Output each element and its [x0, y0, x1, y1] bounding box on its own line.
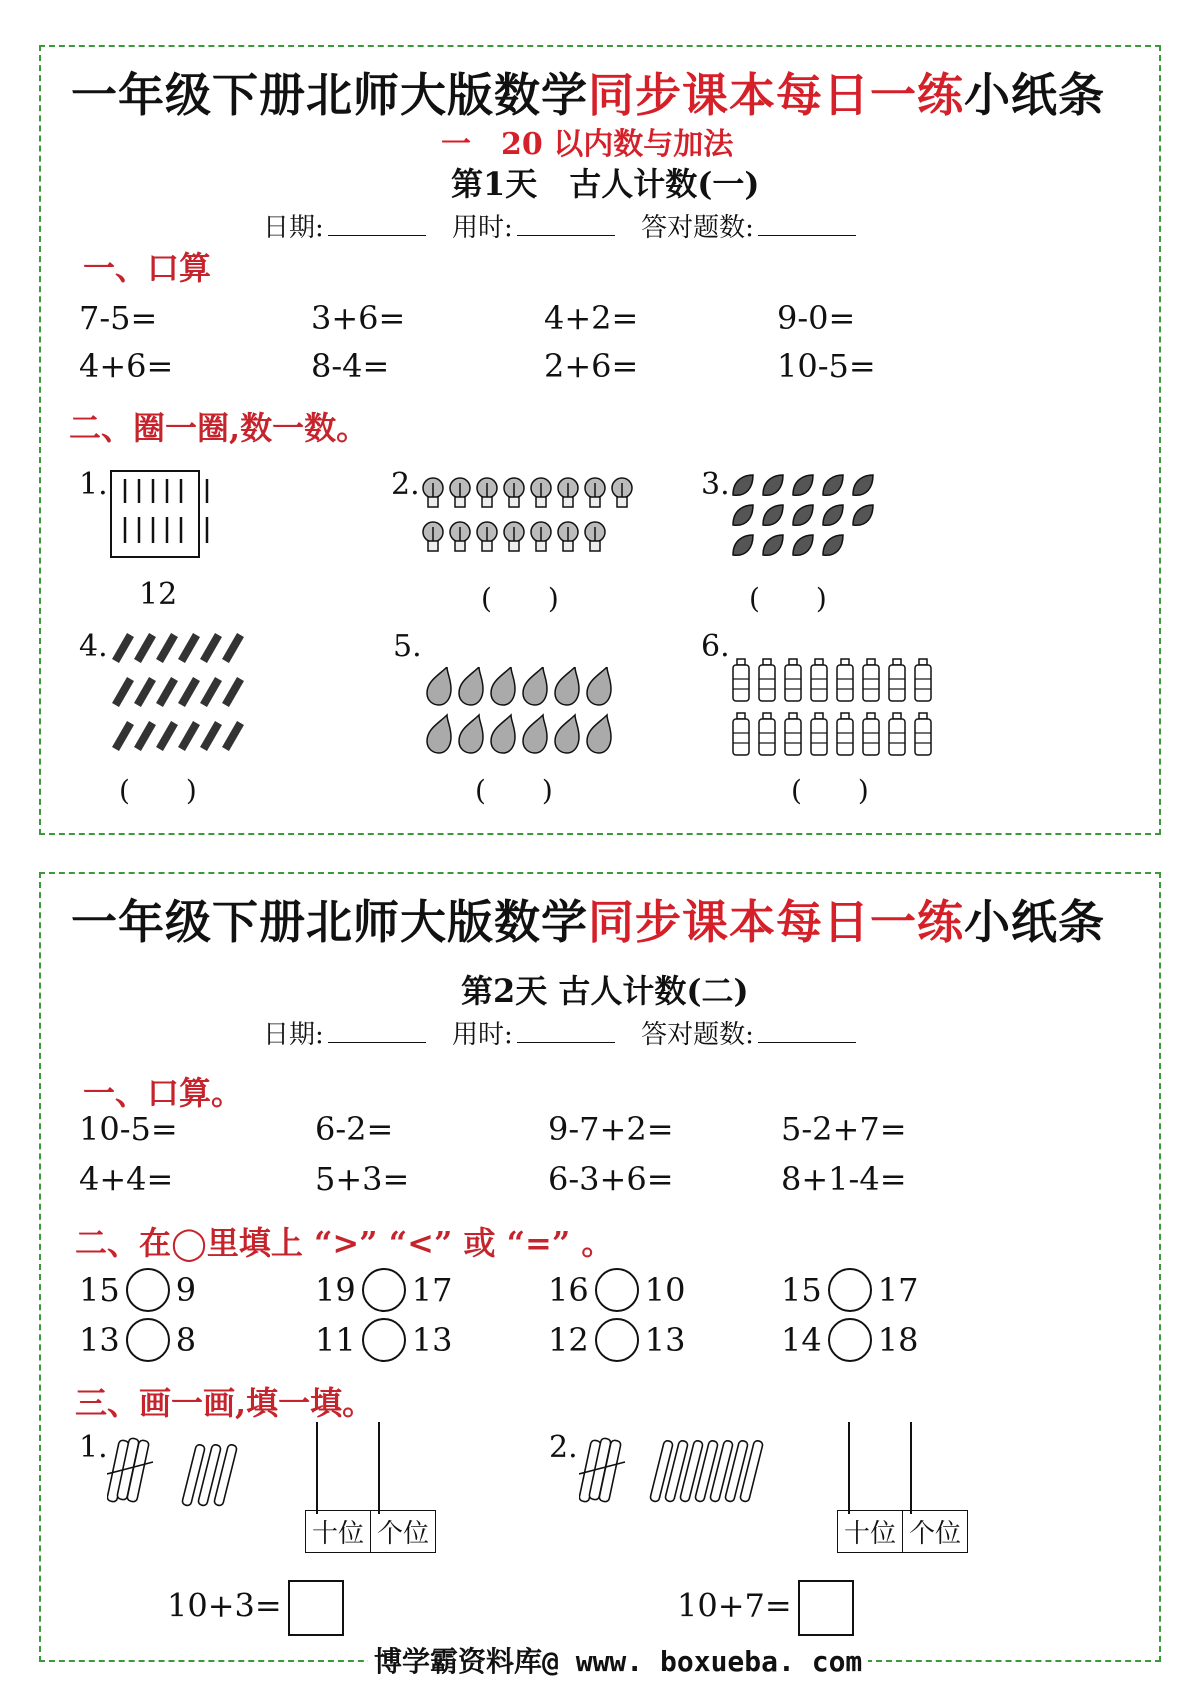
abacus-rods [281, 1422, 411, 1522]
compare-left: 14 [781, 1321, 822, 1359]
tens-column-label: 十位 [844, 1519, 897, 1549]
equation: 10-5= [79, 1110, 178, 1148]
compare-left: 11 [315, 1321, 356, 1359]
item-answer: ( ) [749, 582, 827, 615]
equation: 3+6= [311, 299, 406, 337]
compare-right: 13 [644, 1321, 686, 1359]
compare-item [79, 1268, 196, 1312]
equation: 4+4= [79, 1160, 174, 1198]
compare-left: 12 [548, 1321, 589, 1359]
crayons-picture [111, 629, 271, 759]
day-title: 第2天 古人计数(二) [461, 972, 749, 1010]
compare-circle[interactable] [828, 1268, 872, 1312]
compare-left: 15 [79, 1271, 120, 1309]
equation: 9-7+2= [548, 1110, 674, 1148]
compare-circle[interactable] [595, 1318, 639, 1362]
item-label: 3. [701, 467, 730, 502]
equation: 8-4= [311, 347, 390, 385]
footer-watermark: 博学霸资料库@ www. boxueba. com [368, 1640, 868, 1680]
meta-line [263, 207, 874, 244]
item-label: 5. [393, 629, 422, 664]
compare-circle[interactable] [126, 1268, 170, 1312]
equation: 7-5= [79, 299, 158, 337]
compare-right: 18 [877, 1321, 919, 1359]
place-value-table [837, 1510, 968, 1553]
item-label: 2. [549, 1430, 578, 1465]
worksheet-title [71, 886, 1105, 952]
fill-equation [167, 1580, 344, 1636]
day-title: 第1天 古人计数(一) [451, 165, 760, 203]
section-heading: 二、在◯里填上 “>” “<” 或 “=” 。 [75, 1224, 614, 1262]
bottles-picture [731, 657, 951, 763]
leaves-picture [731, 473, 891, 573]
compare-right: 9 [175, 1271, 197, 1309]
compare-circle[interactable] [126, 1318, 170, 1362]
compare-item [548, 1268, 685, 1312]
stick-bundle-picture [107, 1434, 247, 1524]
item-answer: ( ) [481, 582, 559, 615]
title-part-red: 同步课本每日一练 [588, 68, 964, 122]
time-blank[interactable] [517, 1018, 615, 1043]
answer-box[interactable] [798, 1580, 854, 1636]
unit-title: 一 20 以内数与加法 [441, 127, 734, 162]
stick-bundle-picture [579, 1434, 779, 1524]
time-label: 用时: [452, 213, 513, 243]
item-answer: 12 [139, 577, 178, 612]
item-answer: ( ) [475, 774, 553, 807]
section-heading: 一、口算。 [83, 1074, 244, 1112]
item-label: 1. [79, 467, 108, 502]
title-part-black-end: 小纸条 [964, 895, 1105, 949]
section-heading: 一、口算 [83, 249, 212, 287]
equation: 9-0= [777, 299, 856, 337]
compare-item [79, 1318, 196, 1362]
item-answer: ( ) [119, 774, 197, 807]
correct-label: 答对题数: [641, 213, 754, 243]
date-label: 日期: [263, 213, 324, 243]
tens-column-label: 十位 [312, 1519, 365, 1549]
compare-right: 17 [877, 1271, 919, 1309]
section-heading: 三、画一画,填一填。 [75, 1384, 375, 1422]
light-bulbs-picture [421, 475, 641, 565]
equation: 4+6= [79, 347, 174, 385]
equation: 10+3= [167, 1586, 282, 1625]
compare-circle[interactable] [595, 1268, 639, 1312]
worksheet-title [71, 59, 1105, 125]
title-part-black: 一年级下册北师大版数学 [71, 895, 588, 949]
worksheet-card-day1 [39, 45, 1161, 835]
compare-left: 13 [79, 1321, 120, 1359]
item-label: 2. [391, 467, 420, 502]
worksheet-card-day2 [39, 872, 1161, 1662]
equation: 6-2= [315, 1110, 394, 1148]
compare-right: 13 [411, 1321, 453, 1359]
time-label: 用时: [452, 1020, 513, 1050]
correct-blank[interactable] [758, 211, 856, 236]
equation: 5+3= [315, 1160, 410, 1198]
item-label: 6. [701, 629, 730, 664]
compare-circle[interactable] [362, 1268, 406, 1312]
water-drops-picture [425, 667, 625, 757]
compare-circle[interactable] [362, 1318, 406, 1362]
equation: 2+6= [544, 347, 639, 385]
equation: 5-2+7= [781, 1110, 907, 1148]
title-part-black: 一年级下册北师大版数学 [71, 68, 588, 122]
title-part-black-end: 小纸条 [964, 68, 1105, 122]
place-value-table [305, 1510, 436, 1553]
compare-circle[interactable] [828, 1318, 872, 1362]
section-heading: 二、圈一圈,数一数。 [69, 409, 369, 447]
meta-line [263, 1014, 874, 1051]
compare-left: 15 [781, 1271, 822, 1309]
ones-column-label: 个位 [902, 1511, 967, 1552]
date-blank[interactable] [328, 211, 426, 236]
equation: 8+1-4= [781, 1160, 907, 1198]
equation: 4+2= [544, 299, 639, 337]
compare-item [781, 1268, 918, 1312]
compare-right: 17 [411, 1271, 453, 1309]
date-blank[interactable] [328, 1018, 426, 1043]
compare-item [315, 1268, 452, 1312]
correct-label: 答对题数: [641, 1020, 754, 1050]
item-label: 4. [79, 629, 108, 664]
compare-right: 8 [175, 1321, 197, 1359]
fill-equation [677, 1580, 854, 1636]
tally-sticks-picture [109, 467, 219, 567]
compare-item [781, 1318, 918, 1362]
title-part-red: 同步课本每日一练 [588, 895, 964, 949]
ones-column-label: 个位 [370, 1511, 435, 1552]
time-blank[interactable] [517, 211, 615, 236]
item-answer: ( ) [791, 774, 869, 807]
compare-left: 16 [548, 1271, 589, 1309]
compare-item [548, 1318, 685, 1362]
date-label: 日期: [263, 1020, 324, 1050]
abacus-rods [813, 1422, 943, 1522]
answer-box[interactable] [288, 1580, 344, 1636]
equation: 10+7= [677, 1586, 792, 1625]
compare-right: 10 [644, 1271, 686, 1309]
equation: 10-5= [777, 347, 876, 385]
correct-blank[interactable] [758, 1018, 856, 1043]
compare-left: 19 [315, 1271, 356, 1309]
compare-item [315, 1318, 452, 1362]
item-label: 1. [79, 1430, 108, 1465]
equation: 6-3+6= [548, 1160, 674, 1198]
